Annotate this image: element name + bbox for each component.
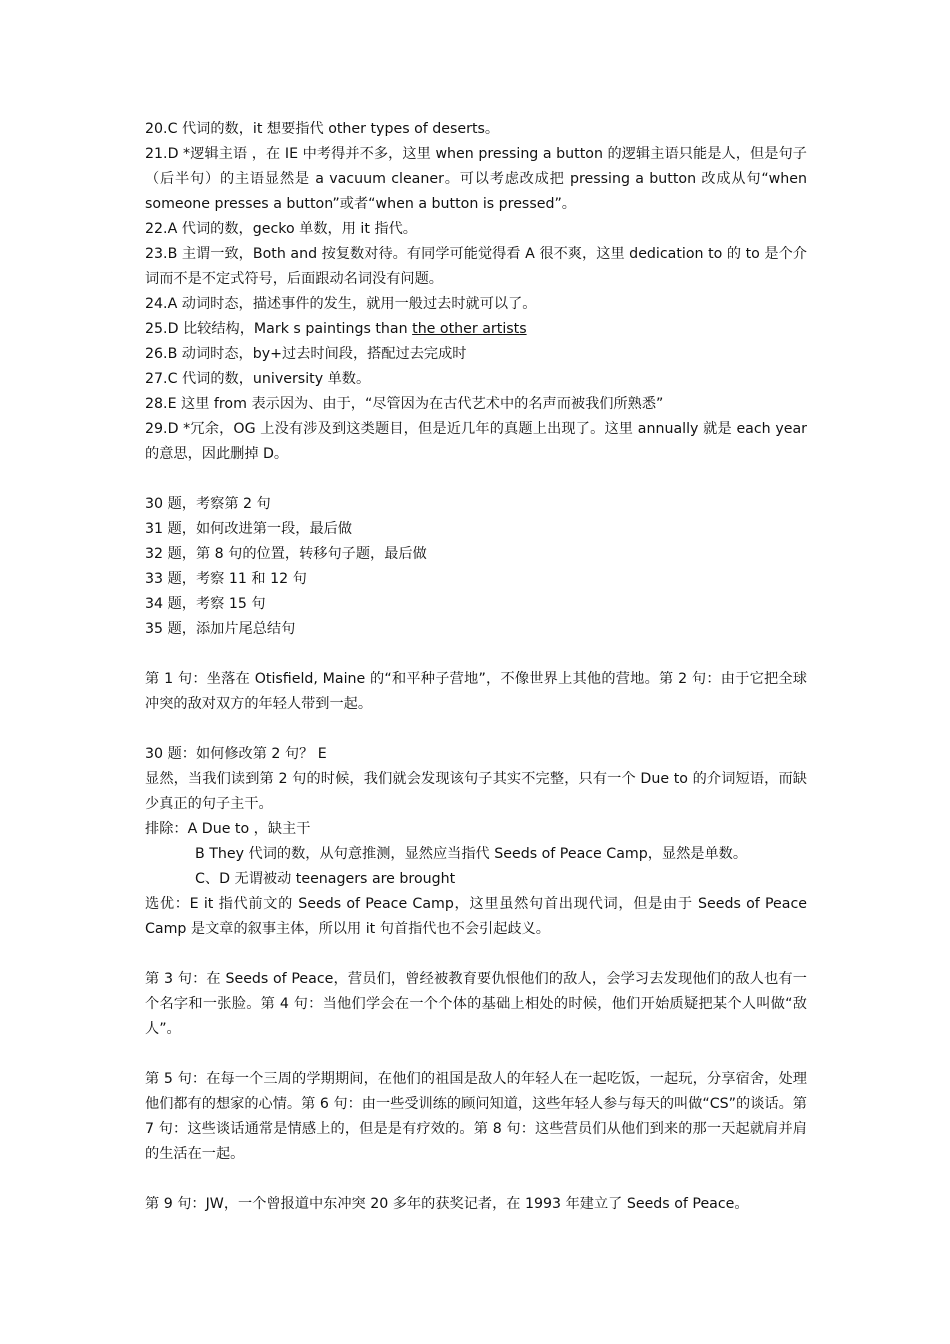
spacer — [145, 642, 807, 667]
paragraph-sentence-5-8: 第 5 句：在每一个三周的学期期间，在他们的祖国是敌人的年轻人在一起吃饭，一起玩，分享宿舍，处理他们都有的想家的心情。第 6 句：由一些受训练的顾问知道，这些年轻人参与每天的叫做“CS”的谈话。第 7 句：这些谈话通常是情感上的，但是是有疗效的。第 8 句：这些营员们从他们到来的那一天起就肩并肩的生活在一起。 — [145, 1071, 807, 1162]
answer-25 — [145, 317, 807, 342]
q30-exclude-b: B They 代词的数，从句意推测，显然应当指代 Seeds of Peace Camp，显然是单数。 — [195, 846, 748, 862]
answer-29: 29.D *冗余，OG 上没有涉及到这类题目，但是近几年的真题上出现了。这里 annually 就是 each year 的意思，因此删掉 D。 — [145, 421, 807, 462]
spacer — [145, 717, 807, 742]
spacer — [145, 1042, 807, 1067]
question-35-note: 35 题，添加片尾总结句 — [145, 621, 296, 637]
question-30-note: 30 题，考察第 2 句 — [145, 496, 271, 512]
question-33-note: 33 题，考察 11 和 12 句 — [145, 571, 307, 587]
spacer — [145, 942, 807, 967]
q30-title: 30 题：如何修改第 2 句？ E — [145, 746, 327, 762]
answer-28: 28.E 这里 from 表示因为、由于，“尽管因为在古代艺术中的名声而被我们所熟悉” — [145, 396, 664, 412]
answer-25-underlined: the other artists — [412, 321, 527, 337]
answer-21: 21.D *逻辑主语 ，在 IE 中考得并不多，这里 when pressing a button 的逻辑主语只能是人，但是句子（后半句）的主语显然是 a vacuum cleaner。可以考虑改成把 pressing a button 改成从句“when someone presses a button”或者“when a button is pressed”。 — [145, 146, 807, 212]
question-31-note: 31 题，如何改进第一段，最后做 — [145, 521, 353, 537]
spacer — [145, 1167, 807, 1192]
answer-20: 20.C 代词的数，it 想要指代 other types of deserts。 — [145, 121, 500, 137]
answer-26: 26.B 动词时态，by+过去时间段，搭配过去完成时 — [145, 346, 467, 362]
q30-exclude-a: 排除：A Due to ，缺主干 — [145, 821, 311, 837]
q30-choose-e: 选优：E it 指代前文的 Seeds of Peace Camp，这里虽然句首出现代词，但是由于 Seeds of Peace Camp 是文章的叙事主体，所以用 it 句首指代也不会引起歧义。 — [145, 896, 807, 937]
answer-24: 24.A 动词时态，描述事件的发生，就用一般过去时就可以了。 — [145, 296, 537, 312]
q30-exclude-cd: C、D 无谓被动 teenagers are brought — [195, 871, 456, 887]
paragraph-sentence-1-2: 第 1 句：坐落在 Otisfield, Maine 的“和平种子营地”，不像世界上其他的营地。第 2 句：由于它把全球冲突的敌对双方的年轻人带到一起。 — [145, 671, 807, 712]
question-34-note: 34 题，考察 15 句 — [145, 596, 266, 612]
paragraph-sentence-9: 第 9 句：JW，一个曾报道中东冲突 20 多年的获奖记者，在 1993 年建立了 Seeds of Peace。 — [145, 1196, 749, 1212]
q30-analysis: 显然，当我们读到第 2 句的时候，我们就会发现该句子其实不完整，只有一个 Due to 的介词短语，而缺少真正的句子主干。 — [145, 771, 807, 812]
document-page — [145, 117, 807, 1217]
spacer — [145, 467, 807, 492]
answer-27: 27.C 代词的数，university 单数。 — [145, 371, 371, 387]
answer-25-text: 25.D 比较结构，Mark s paintings than — [145, 321, 413, 337]
answer-22: 22.A 代词的数，gecko 单数，用 it 指代。 — [145, 221, 417, 237]
paragraph-sentence-3-4: 第 3 句：在 Seeds of Peace，营员们，曾经被教育要仇恨他们的敌人，会学习去发现他们的敌人也有一个名字和一张脸。第 4 句：当他们学会在一个个体的基础上相处的时候，他们开始质疑把某个人叫做“敌人”。 — [145, 971, 807, 1037]
question-32-note: 32 题，第 8 句的位置，转移句子题，最后做 — [145, 546, 427, 562]
answer-23: 23.B 主谓一致，Both and 按复数对待。有同学可能觉得看 A 很不爽，这里 dedication to 的 to 是个介词而不是不定式符号，后面跟动名词没有问题。 — [145, 246, 807, 287]
